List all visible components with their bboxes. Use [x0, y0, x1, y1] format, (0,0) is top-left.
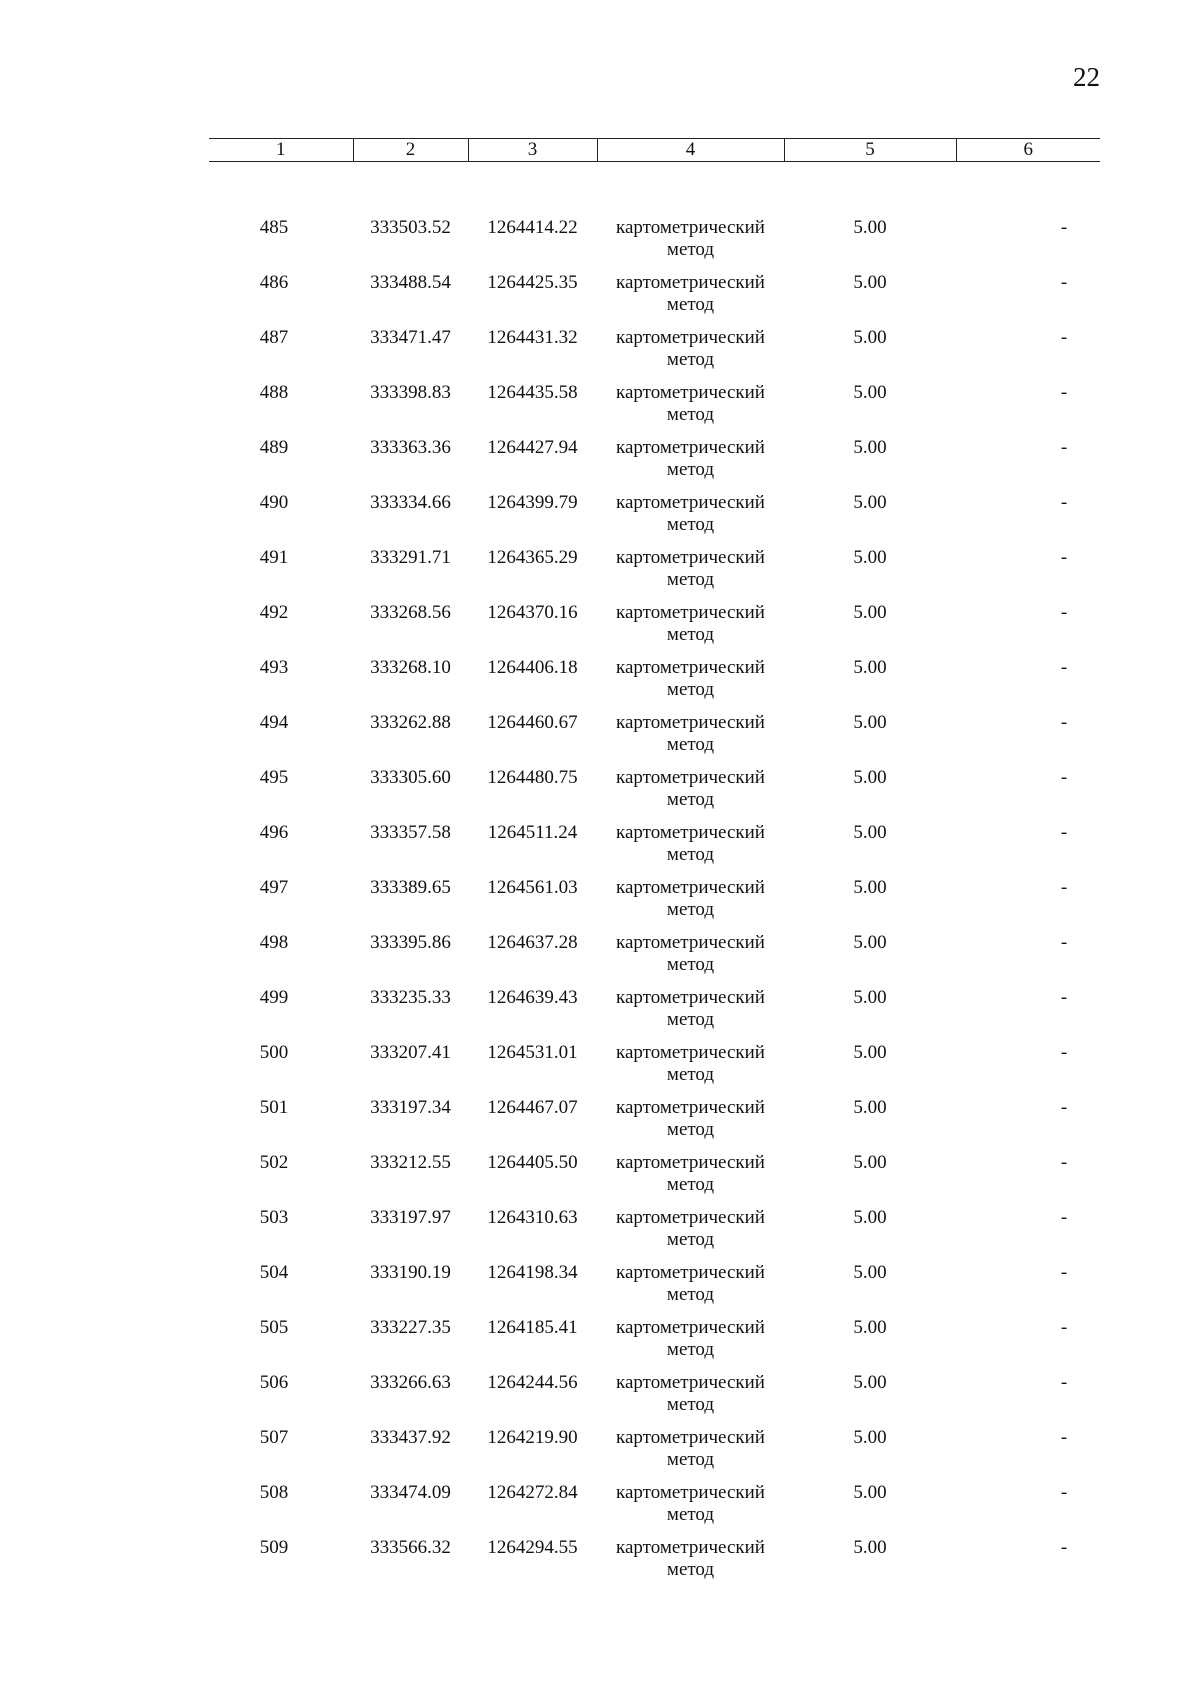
method-line-2: метод [666, 1558, 715, 1580]
note-cell: - [1060, 1041, 1068, 1063]
y-coordinate-cell: 1264480.75 [487, 766, 578, 788]
note-cell: - [1060, 876, 1068, 898]
method-cell [597, 1262, 784, 1317]
method-line-2: метод [666, 568, 715, 590]
y-coordinate-cell: 1264365.29 [487, 546, 578, 568]
note-cell: - [1060, 601, 1068, 623]
point-number-cell: 485 [259, 216, 289, 238]
accuracy-cell: 5.00 [853, 766, 887, 788]
method-cell [597, 327, 784, 382]
method-line-1: картометрический [616, 986, 765, 1008]
x-coordinate-cell: 333266.63 [370, 1371, 451, 1393]
method-cell [597, 822, 784, 877]
header-cell: 6 [956, 139, 1100, 162]
method-line-1: картометрический [616, 1481, 765, 1503]
method-line-2: метод [666, 1173, 715, 1195]
method-cell [597, 602, 784, 657]
table-row [209, 327, 1100, 382]
point-number-cell: 492 [259, 601, 289, 623]
note-cell: - [1060, 986, 1068, 1008]
method-cell [597, 712, 784, 767]
method-cell [597, 217, 784, 272]
method-cell [597, 1372, 784, 1427]
coordinates-table-container [209, 138, 1100, 1592]
method-line-1: картометрический [616, 1536, 765, 1558]
note-cell: - [1060, 436, 1068, 458]
method-line-1: картометрический [616, 876, 765, 898]
method-line-1: картометрический [616, 1371, 765, 1393]
page-number: 22 [1073, 62, 1100, 92]
header-cell: 1 [209, 139, 353, 162]
method-cell [597, 767, 784, 822]
x-coordinate-cell: 333197.97 [370, 1206, 451, 1228]
method-line-2: метод [666, 1228, 715, 1250]
point-number-cell: 499 [259, 986, 289, 1008]
method-line-2: метод [666, 623, 715, 645]
note-cell: - [1060, 656, 1068, 678]
table-row [209, 1317, 1100, 1372]
point-number-cell: 507 [259, 1426, 289, 1448]
method-line-2: метод [666, 348, 715, 370]
y-coordinate-cell: 1264370.16 [487, 601, 578, 623]
table-row [209, 1097, 1100, 1152]
table-row [209, 1372, 1100, 1427]
y-coordinate-cell: 1264637.28 [487, 931, 578, 953]
method-line-2: метод [666, 293, 715, 315]
point-number-cell: 498 [259, 931, 289, 953]
point-number-cell: 494 [259, 711, 289, 733]
point-number-cell: 490 [259, 491, 289, 513]
accuracy-cell: 5.00 [853, 216, 887, 238]
method-line-1: картометрический [616, 1426, 765, 1448]
note-cell: - [1060, 766, 1068, 788]
coordinates-table [209, 138, 1100, 1592]
method-line-2: метод [666, 1283, 715, 1305]
note-cell: - [1060, 1261, 1068, 1283]
accuracy-cell: 5.00 [853, 601, 887, 623]
method-line-1: картометрический [616, 931, 765, 953]
y-coordinate-cell: 1264561.03 [487, 876, 578, 898]
table-row [209, 1482, 1100, 1537]
x-coordinate-cell: 333357.58 [370, 821, 451, 843]
y-coordinate-cell: 1264244.56 [487, 1371, 578, 1393]
table-row [209, 932, 1100, 987]
y-coordinate-cell: 1264405.50 [487, 1151, 578, 1173]
y-coordinate-cell: 1264198.34 [487, 1261, 578, 1283]
method-cell [597, 437, 784, 492]
table-row [209, 877, 1100, 932]
method-line-2: метод [666, 1008, 715, 1030]
method-cell [597, 1042, 784, 1097]
method-line-1: картометрический [616, 1151, 765, 1173]
accuracy-cell: 5.00 [853, 1096, 887, 1118]
y-coordinate-cell: 1264406.18 [487, 656, 578, 678]
x-coordinate-cell: 333488.54 [370, 271, 451, 293]
point-number-cell: 488 [259, 381, 289, 403]
header-cell: 3 [468, 139, 597, 162]
method-line-1: картометрический [616, 601, 765, 623]
note-cell: - [1060, 271, 1068, 293]
table-row [209, 547, 1100, 602]
table-row [209, 767, 1100, 822]
x-coordinate-cell: 333363.36 [370, 436, 451, 458]
y-coordinate-cell: 1264639.43 [487, 986, 578, 1008]
x-coordinate-cell: 333566.32 [370, 1536, 451, 1558]
method-cell [597, 272, 784, 327]
note-cell: - [1060, 1206, 1068, 1228]
note-cell: - [1060, 546, 1068, 568]
method-cell [597, 492, 784, 547]
accuracy-cell: 5.00 [853, 1426, 887, 1448]
header-row [209, 139, 1100, 162]
table-row [209, 217, 1100, 272]
note-cell: - [1060, 1096, 1068, 1118]
x-coordinate-cell: 333503.52 [370, 216, 451, 238]
method-line-2: метод [666, 898, 715, 920]
y-coordinate-cell: 1264219.90 [487, 1426, 578, 1448]
x-coordinate-cell: 333212.55 [370, 1151, 451, 1173]
x-coordinate-cell: 333437.92 [370, 1426, 451, 1448]
x-coordinate-cell: 333227.35 [370, 1316, 451, 1338]
accuracy-cell: 5.00 [853, 1481, 887, 1503]
method-cell [597, 1152, 784, 1207]
accuracy-cell: 5.00 [853, 1261, 887, 1283]
method-line-1: картометрический [616, 821, 765, 843]
note-cell: - [1060, 821, 1068, 843]
header-cell: 5 [784, 139, 956, 162]
y-coordinate-cell: 1264531.01 [487, 1041, 578, 1063]
note-cell: - [1060, 1316, 1068, 1338]
x-coordinate-cell: 333268.56 [370, 601, 451, 623]
x-coordinate-cell: 333235.33 [370, 986, 451, 1008]
x-coordinate-cell: 333334.66 [370, 491, 451, 513]
method-line-1: картометрический [616, 381, 765, 403]
table-row [209, 1427, 1100, 1482]
point-number-cell: 493 [259, 656, 289, 678]
method-cell [597, 987, 784, 1042]
method-cell [597, 1537, 784, 1592]
accuracy-cell: 5.00 [853, 1151, 887, 1173]
y-coordinate-cell: 1264294.55 [487, 1536, 578, 1558]
accuracy-cell: 5.00 [853, 876, 887, 898]
point-number-cell: 504 [259, 1261, 289, 1283]
x-coordinate-cell: 333190.19 [370, 1261, 451, 1283]
note-cell: - [1060, 491, 1068, 513]
x-coordinate-cell: 333395.86 [370, 931, 451, 953]
table-row [209, 1042, 1100, 1097]
point-number-cell: 508 [259, 1481, 289, 1503]
method-line-2: метод [666, 1063, 715, 1085]
method-line-2: метод [666, 1393, 715, 1415]
note-cell: - [1060, 1426, 1068, 1448]
point-number-cell: 502 [259, 1151, 289, 1173]
accuracy-cell: 5.00 [853, 711, 887, 733]
x-coordinate-cell: 333197.34 [370, 1096, 451, 1118]
method-line-2: метод [666, 678, 715, 700]
method-line-2: метод [666, 733, 715, 755]
method-line-2: метод [666, 458, 715, 480]
table-header [209, 139, 1100, 162]
method-cell [597, 547, 784, 602]
method-line-1: картометрический [616, 766, 765, 788]
method-cell [597, 1207, 784, 1262]
method-line-2: метод [666, 843, 715, 865]
method-cell [597, 382, 784, 437]
accuracy-cell: 5.00 [853, 986, 887, 1008]
point-number-cell: 503 [259, 1206, 289, 1228]
x-coordinate-cell: 333474.09 [370, 1481, 451, 1503]
table-row [209, 1207, 1100, 1262]
method-line-1: картометрический [616, 546, 765, 568]
table-row [209, 987, 1100, 1042]
y-coordinate-cell: 1264399.79 [487, 491, 578, 513]
method-cell [597, 1427, 784, 1482]
method-line-1: картометрический [616, 326, 765, 348]
x-coordinate-cell: 333207.41 [370, 1041, 451, 1063]
y-coordinate-cell: 1264272.84 [487, 1481, 578, 1503]
point-number-cell: 506 [259, 1371, 289, 1393]
table-row [209, 437, 1100, 492]
point-number-cell: 509 [259, 1536, 289, 1558]
method-cell [597, 1317, 784, 1372]
table-row [209, 657, 1100, 712]
accuracy-cell: 5.00 [853, 1536, 887, 1558]
method-line-1: картометрический [616, 711, 765, 733]
method-line-1: картометрический [616, 436, 765, 458]
method-cell [597, 877, 784, 932]
method-line-1: картометрический [616, 1316, 765, 1338]
accuracy-cell: 5.00 [853, 821, 887, 843]
method-line-1: картометрический [616, 656, 765, 678]
note-cell: - [1060, 326, 1068, 348]
x-coordinate-cell: 333305.60 [370, 766, 451, 788]
y-coordinate-cell: 1264185.41 [487, 1316, 578, 1338]
note-cell: - [1060, 216, 1068, 238]
method-line-1: картометрический [616, 1206, 765, 1228]
point-number-cell: 491 [259, 546, 289, 568]
note-cell: - [1060, 1151, 1068, 1173]
y-coordinate-cell: 1264425.35 [487, 271, 578, 293]
x-coordinate-cell: 333398.83 [370, 381, 451, 403]
method-line-2: метод [666, 1503, 715, 1525]
table-row [209, 492, 1100, 547]
accuracy-cell: 5.00 [853, 491, 887, 513]
method-line-2: метод [666, 403, 715, 425]
note-cell: - [1060, 711, 1068, 733]
point-number-cell: 500 [259, 1041, 289, 1063]
table-row [209, 602, 1100, 657]
method-cell [597, 657, 784, 712]
accuracy-cell: 5.00 [853, 436, 887, 458]
y-coordinate-cell: 1264467.07 [487, 1096, 578, 1118]
point-number-cell: 501 [259, 1096, 289, 1118]
x-coordinate-cell: 333389.65 [370, 876, 451, 898]
method-line-1: картометрический [616, 216, 765, 238]
spacer-row [209, 162, 1100, 217]
table-body [209, 162, 1100, 1592]
method-line-2: метод [666, 788, 715, 810]
method-line-1: картометрический [616, 271, 765, 293]
method-line-2: метод [666, 1448, 715, 1470]
table-row [209, 1152, 1100, 1207]
note-cell: - [1060, 931, 1068, 953]
y-coordinate-cell: 1264427.94 [487, 436, 578, 458]
method-line-1: картометрический [616, 1261, 765, 1283]
method-line-1: картометрический [616, 1096, 765, 1118]
header-cell: 2 [353, 139, 468, 162]
note-cell: - [1060, 1481, 1068, 1503]
accuracy-cell: 5.00 [853, 656, 887, 678]
accuracy-cell: 5.00 [853, 546, 887, 568]
y-coordinate-cell: 1264460.67 [487, 711, 578, 733]
y-coordinate-cell: 1264414.22 [487, 216, 578, 238]
accuracy-cell: 5.00 [853, 381, 887, 403]
method-line-2: метод [666, 238, 715, 260]
accuracy-cell: 5.00 [853, 326, 887, 348]
point-number-cell: 495 [259, 766, 289, 788]
y-coordinate-cell: 1264431.32 [487, 326, 578, 348]
x-coordinate-cell: 333291.71 [370, 546, 451, 568]
method-line-1: картометрический [616, 1041, 765, 1063]
x-coordinate-cell: 333471.47 [370, 326, 451, 348]
method-line-1: картометрический [616, 491, 765, 513]
method-cell [597, 1482, 784, 1537]
table-row [209, 712, 1100, 767]
header-cell: 4 [597, 139, 784, 162]
point-number-cell: 486 [259, 271, 289, 293]
x-coordinate-cell: 333268.10 [370, 656, 451, 678]
method-cell [597, 932, 784, 987]
method-cell [597, 1097, 784, 1152]
accuracy-cell: 5.00 [853, 271, 887, 293]
method-line-2: метод [666, 1118, 715, 1140]
table-row [209, 1537, 1100, 1592]
method-line-2: метод [666, 513, 715, 535]
method-line-2: метод [666, 953, 715, 975]
x-coordinate-cell: 333262.88 [370, 711, 451, 733]
accuracy-cell: 5.00 [853, 1316, 887, 1338]
accuracy-cell: 5.00 [853, 1041, 887, 1063]
accuracy-cell: 5.00 [853, 1371, 887, 1393]
note-cell: - [1060, 1371, 1068, 1393]
y-coordinate-cell: 1264310.63 [487, 1206, 578, 1228]
method-line-2: метод [666, 1338, 715, 1360]
point-number-cell: 505 [259, 1316, 289, 1338]
y-coordinate-cell: 1264511.24 [487, 821, 578, 843]
table-row [209, 822, 1100, 877]
table-row [209, 272, 1100, 327]
y-coordinate-cell: 1264435.58 [487, 381, 578, 403]
point-number-cell: 487 [259, 326, 289, 348]
note-cell: - [1060, 381, 1068, 403]
table-row [209, 1262, 1100, 1317]
note-cell: - [1060, 1536, 1068, 1558]
accuracy-cell: 5.00 [853, 931, 887, 953]
point-number-cell: 489 [259, 436, 289, 458]
table-row [209, 382, 1100, 437]
point-number-cell: 496 [259, 821, 289, 843]
accuracy-cell: 5.00 [853, 1206, 887, 1228]
point-number-cell: 497 [259, 876, 289, 898]
